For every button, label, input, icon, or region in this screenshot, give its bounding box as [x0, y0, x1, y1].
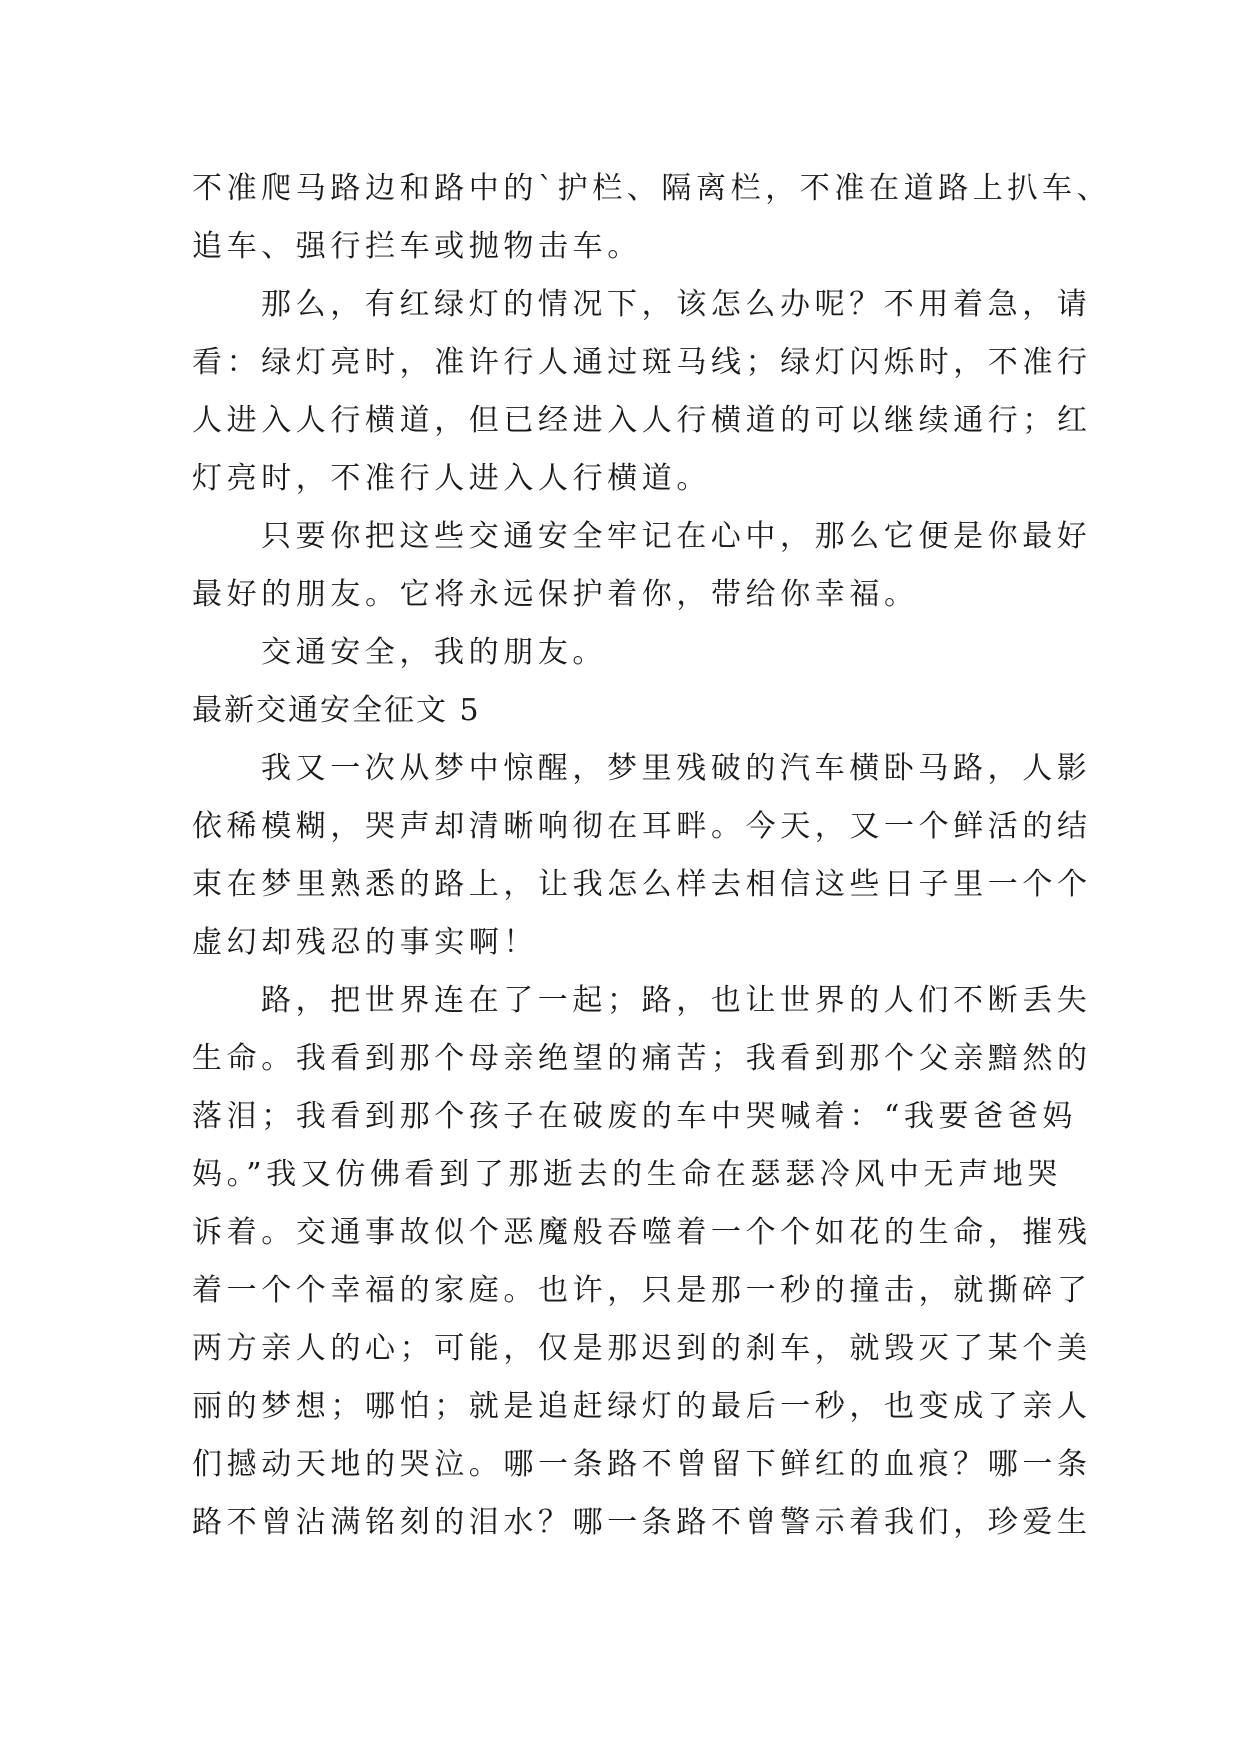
section-heading: 最新交通安全征文 5: [192, 693, 481, 728]
text-line: 生命。我看到那个母亲绝望的痛苦；我看到那个父亲黯然的: [192, 1041, 1092, 1076]
text-line: 落泪；我看到那个孩子在破废的车中哭喊着：“我要爸爸妈: [192, 1099, 1077, 1134]
text-line: 最好的朋友。它将永远保护着你，带给你幸福。: [192, 577, 919, 612]
text-line: 依稀模糊，哭声却清晰响彻在耳畔。今天，又一个鲜活的结: [192, 809, 1092, 844]
paragraph-start-line: 那么，有红绿灯的情况下，该怎么办呢？不用着急，请: [261, 287, 1092, 322]
text-line: 丽的梦想；哪怕；就是追赶绿灯的最后一秒，也变成了亲人: [192, 1389, 1092, 1424]
text-line: 束在梦里熟悉的路上，让我怎么样去相信这些日子里一个个: [192, 867, 1092, 902]
text-line: 诉着。交通事故似个恶魔般吞噬着一个个如花的生命，摧残: [192, 1215, 1092, 1250]
text-line: 路不曾沾满铭刻的泪水？哪一条路不曾警示着我们，珍爱生: [192, 1505, 1092, 1540]
paragraph-start-line: 路，把世界连在了一起；路，也让世界的人们不断丢失: [261, 983, 1092, 1018]
text-line: 灯亮时，不准行人进入人行横道。: [192, 461, 711, 496]
text-line: 两方亲人的心；可能，仅是那迟到的刹车，就毁灭了某个美: [192, 1331, 1092, 1366]
document-page: [192, 160, 1112, 1552]
text-line: 不准爬马路边和路中的`护栏、隔离栏，不准在道路上扒车、: [192, 171, 1112, 206]
paragraph-start-line: 交通安全，我的朋友。: [261, 635, 607, 670]
paragraph-start-line: 我又一次从梦中惊醒，梦里残破的汽车横卧马路，人影: [261, 751, 1092, 786]
paragraph-start-line: 只要你把这些交通安全牢记在心中，那么它便是你最好: [261, 519, 1092, 554]
text-line: 人进入人行横道，但已经进入人行横道的可以继续通行；红: [192, 403, 1092, 438]
text-line: 们撼动天地的哭泣。哪一条路不曾留下鲜红的血痕？哪一条: [192, 1447, 1092, 1482]
text-line: 看：绿灯亮时，准许行人通过斑马线；绿灯闪烁时，不准行: [192, 345, 1092, 380]
text-line: 着一个个幸福的家庭。也许，只是那一秒的撞击，就撕碎了: [192, 1273, 1092, 1308]
text-line: 追车、强行拦车或抛物击车。: [192, 229, 642, 264]
text-line: 虚幻却残忍的事实啊！: [192, 925, 538, 960]
text-line: 妈。”我又仿佛看到了那逝去的生命在瑟瑟冷风中无声地哭: [192, 1157, 1062, 1192]
